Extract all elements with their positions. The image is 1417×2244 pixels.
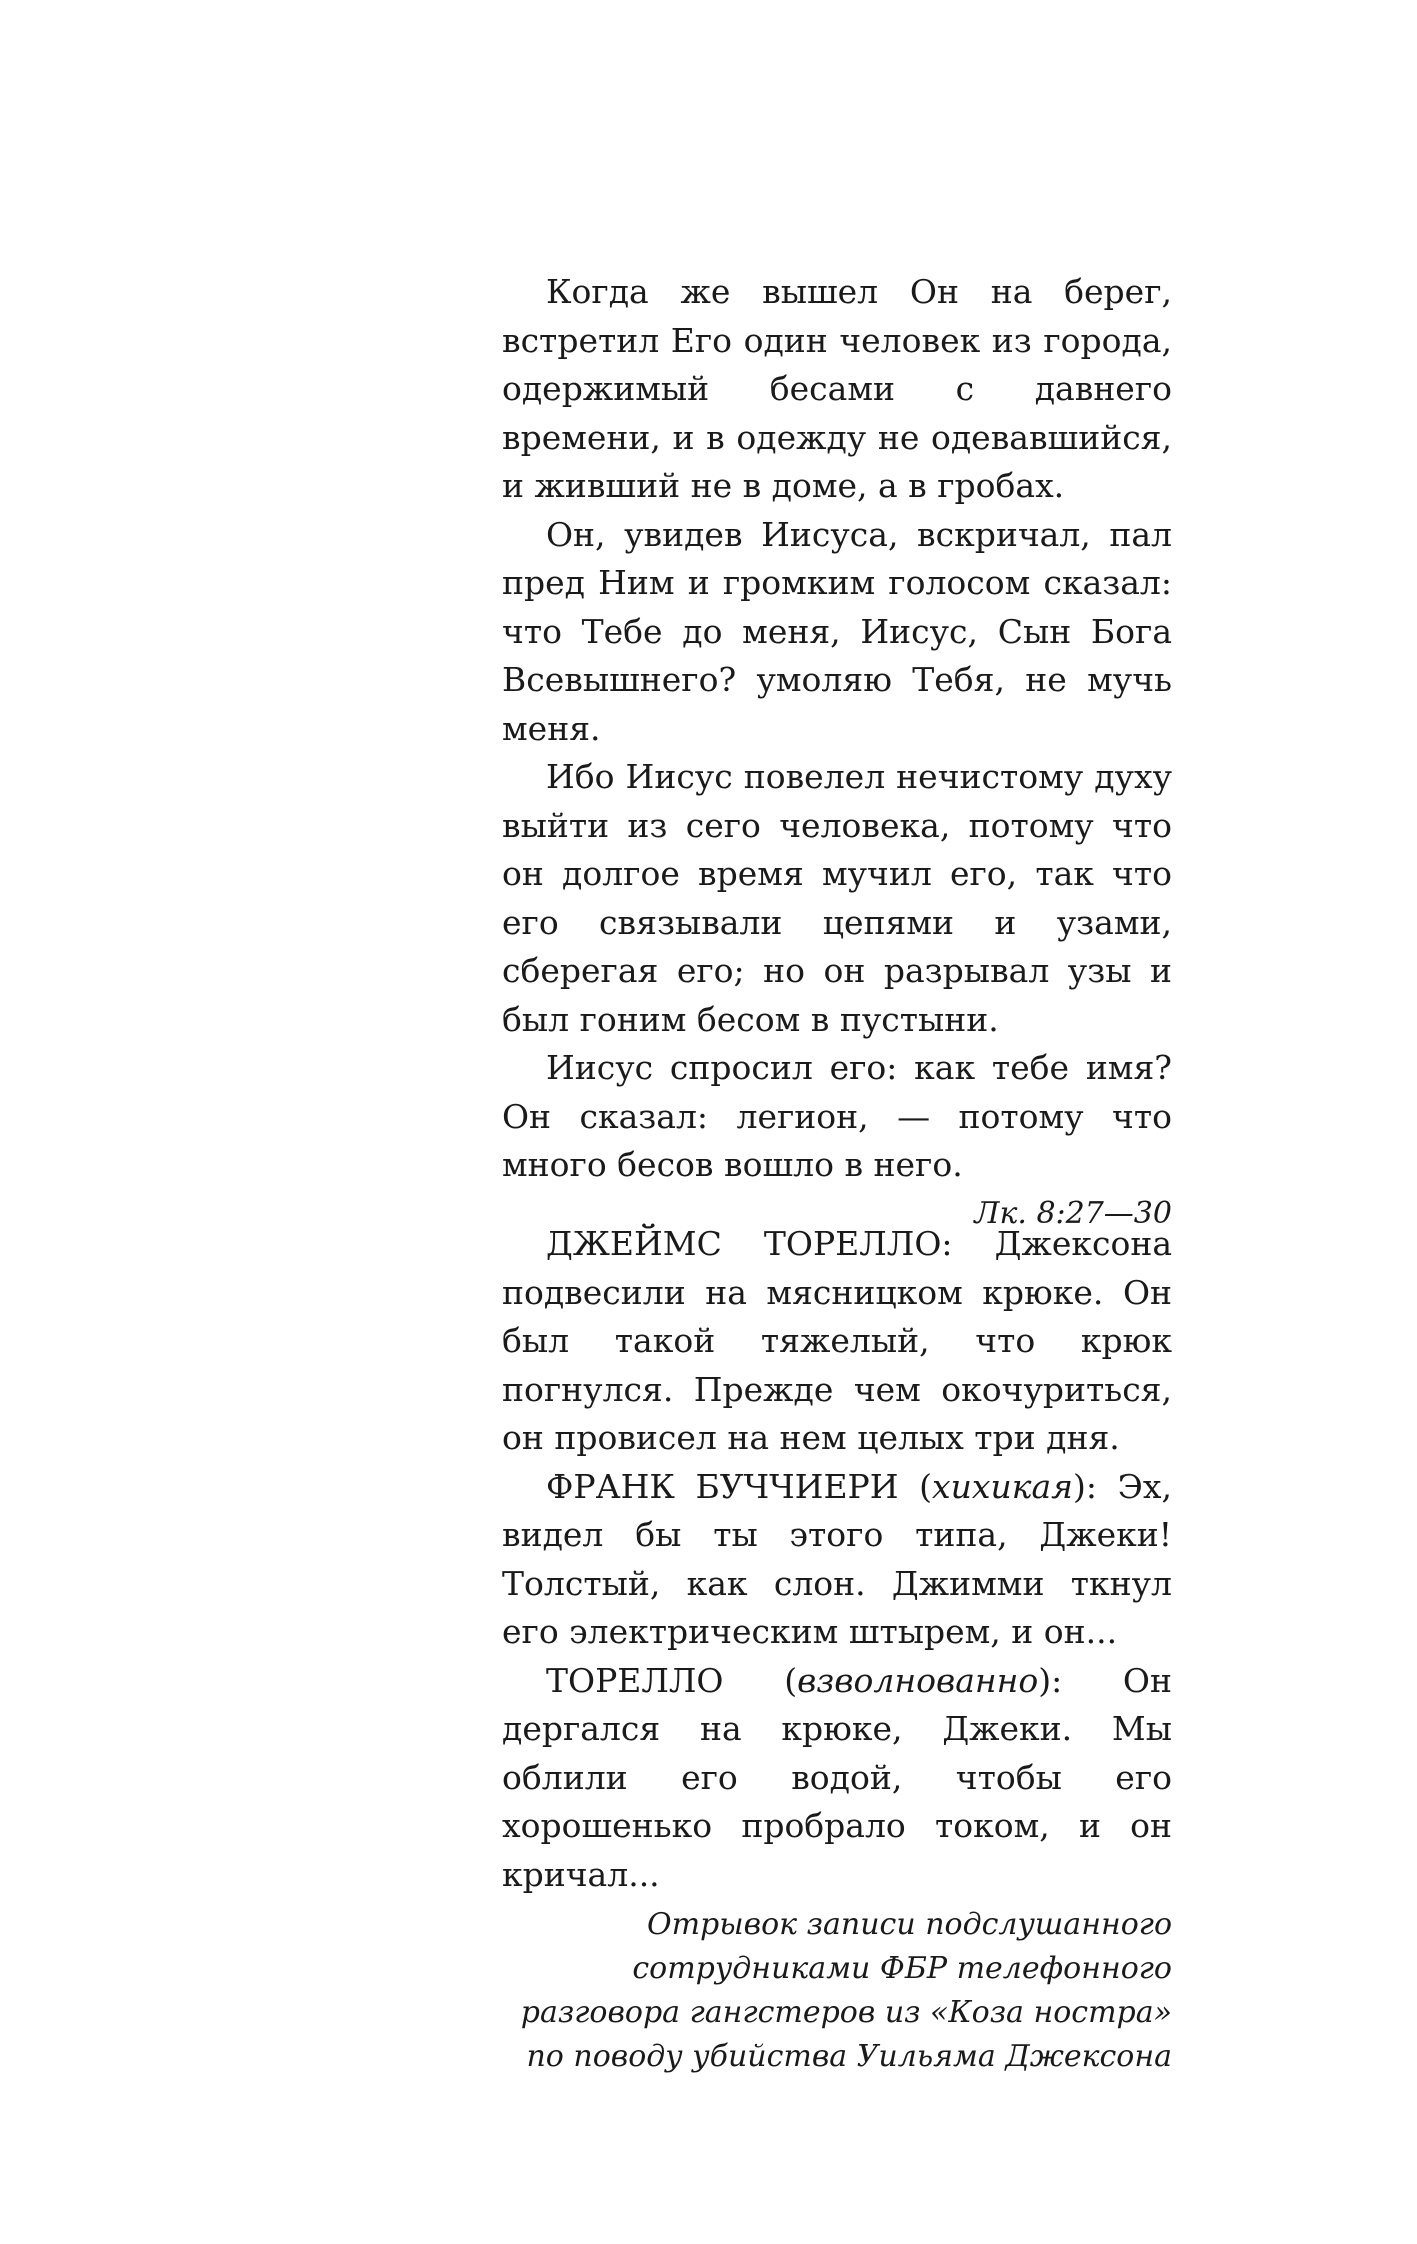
caption-line: Отрывок записи подслушанного	[646, 1907, 1172, 1942]
epigraph-paragraph: Он, увидев Иисуса, вскричал, пал пред Ним и громким голосом сказал: что Тебе до меня, Иисус, Сын Бога Всевышнего? умоляю Тебя, не мучь меня.	[502, 514, 1172, 748]
epigraph-paragraph: Когда же вышел Он на берег, встретил Его один человек из города, одержимый бесами с давнего времени, и в одежду не одевавшийся, и живший не в доме, а в гробах.	[502, 272, 1172, 505]
epigraph-paragraph: Иисус спросил его: как тебе имя? Он сказал: легион, — потому что много бесов вошло в него.	[502, 1048, 1172, 1184]
dialogue-text: Джексона подвесили на мясницком крюке. Он был такой тяжелый, что крюк погнулся. Прежде чем окочуриться, он провисел на нем целых три дня.	[502, 1224, 1172, 1457]
dialogue-text: Эх, видел бы ты этого типа, Джеки! Толстый, как слон. Джимми ткнул его электрическим штырем, и он...	[502, 1466, 1172, 1651]
speaker-name: ТОРЕЛЛО	[546, 1660, 724, 1700]
stage-direction: хихикая	[932, 1466, 1073, 1506]
paren-open: (	[723, 1660, 798, 1700]
dialogue-paragraph	[502, 1657, 1172, 1900]
caption-line: сотрудниками ФБР телефонного	[632, 1951, 1172, 1986]
dialogue-paragraph	[502, 1220, 1172, 1463]
caption-line: разговора гангстеров из «Коза ностра»	[520, 1995, 1172, 2030]
dialogue-text: Он дергался на крюке, Джеки. Мы облили его водой, чтобы его хорошенько пробрало током, и он кричал...	[502, 1660, 1172, 1894]
epigraph-block	[502, 268, 1172, 1236]
speaker-name: ДЖЕЙМС ТОРЕЛЛО:	[546, 1224, 953, 1263]
paren-open: (	[898, 1466, 933, 1506]
paren-close: ):	[1073, 1466, 1097, 1506]
paren-close: ):	[1038, 1660, 1063, 1700]
epigraph-source: Лк. 8:27—30	[974, 1195, 1172, 1231]
stage-direction: взволнованно	[797, 1660, 1039, 1700]
dialogue-caption	[502, 1903, 1172, 2079]
speaker-name: ФРАНК БУЧЧИЕРИ	[546, 1466, 899, 1506]
caption-line: по поводу убийства Уильяма Джексона	[526, 2039, 1172, 2074]
dialogue-paragraph	[502, 1463, 1172, 1657]
epigraph-paragraph: Ибо Иисус повелел нечистому духу выйти из сего человека, потому что он долгое время мучил его, так что его связывали цепями и узами, сберегая его; но он разрывал узы и был гоним бесом в пустыни.	[502, 757, 1172, 1039]
dialogue-block	[502, 1220, 1172, 2079]
